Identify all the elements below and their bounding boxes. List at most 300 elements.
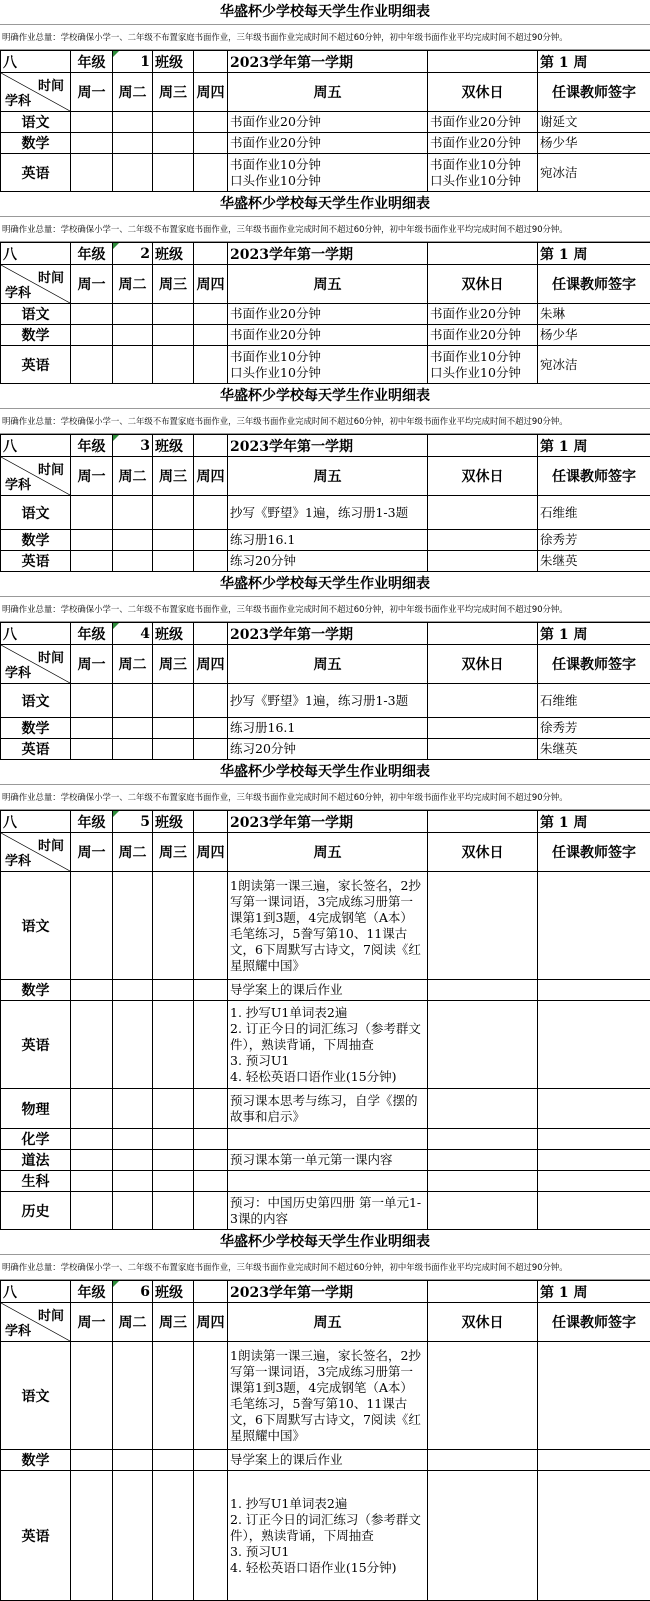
cell-day-thu[interactable] — [194, 1342, 228, 1450]
subject-row — [1, 718, 650, 739]
day-tue-header: 周二 — [113, 645, 153, 684]
cell-day-tue[interactable] — [113, 325, 153, 346]
cell-day-mon[interactable] — [71, 1471, 113, 1601]
weekend-homework[interactable] — [428, 530, 538, 551]
cell-day-wed[interactable] — [153, 718, 194, 739]
friday-homework[interactable]: 书面作业20分钟 — [228, 325, 428, 346]
header-row — [1, 265, 650, 304]
cell-day-mon[interactable] — [71, 496, 113, 530]
cell-day-wed[interactable] — [153, 872, 194, 980]
header-row — [1, 1303, 650, 1342]
subject-row — [1, 496, 650, 530]
friday-homework[interactable]: 书面作业10分钟 口头作业10分钟 — [228, 346, 428, 384]
weekend-homework[interactable]: 书面作业20分钟 — [428, 325, 538, 346]
grade-label: 年级 — [71, 623, 113, 645]
day-fri-header: 周五 — [228, 457, 428, 496]
cell-day-wed[interactable] — [153, 551, 194, 572]
friday-homework[interactable]: 导学案上的课后作业 — [228, 980, 428, 1001]
cell-day-wed[interactable] — [153, 325, 194, 346]
grade-value: 八 — [1, 623, 71, 645]
subject-row — [1, 325, 650, 346]
day-wed-header: 周三 — [153, 457, 194, 496]
cell-day-tue[interactable] — [113, 1450, 153, 1471]
cell-day-thu[interactable] — [194, 325, 228, 346]
cell-day-wed[interactable] — [153, 739, 194, 760]
day-tue-header: 周二 — [113, 833, 153, 872]
day-mon-header: 周一 — [71, 265, 113, 304]
cell-day-wed[interactable] — [153, 1342, 194, 1450]
sheet-title: 华盛杯少学校每天学生作业明细表 — [0, 760, 650, 785]
teacher-name[interactable]: 石维维 — [538, 496, 650, 530]
subject-name: 语文 — [1, 1342, 71, 1450]
blank-cell — [428, 811, 538, 833]
cell-day-wed[interactable] — [153, 154, 194, 192]
cell-day-mon[interactable] — [71, 304, 113, 325]
cell-day-thu[interactable] — [194, 739, 228, 760]
weekend-homework[interactable] — [428, 1192, 538, 1230]
subject-row — [1, 551, 650, 572]
cell-day-wed[interactable] — [153, 496, 194, 530]
weekend-homework[interactable]: 书面作业10分钟 口头作业10分钟 — [428, 154, 538, 192]
diagonal-header — [1, 1303, 71, 1342]
cell-day-thu[interactable] — [194, 1192, 228, 1230]
grade-value: 八 — [1, 1281, 71, 1303]
cell-day-mon[interactable] — [71, 980, 113, 1001]
teacher-name[interactable]: 谢延文 — [538, 112, 650, 133]
cell-day-tue[interactable] — [113, 872, 153, 980]
cell-day-thu[interactable] — [194, 872, 228, 980]
teacher-name[interactable] — [538, 980, 650, 1001]
cell-day-tue[interactable] — [113, 739, 153, 760]
cell-day-tue[interactable] — [113, 1342, 153, 1450]
cell-day-mon[interactable] — [71, 1171, 113, 1192]
subject-row — [1, 1001, 650, 1089]
subject-name: 语文 — [1, 304, 71, 325]
weekend-homework[interactable] — [428, 496, 538, 530]
cell-day-mon[interactable] — [71, 133, 113, 154]
subject-row — [1, 1471, 650, 1601]
cell-day-thu[interactable] — [194, 304, 228, 325]
header-row — [1, 833, 650, 872]
teacher-name[interactable]: 杨少华 — [538, 325, 650, 346]
subject-row — [1, 1192, 650, 1230]
day-mon-header: 周一 — [71, 833, 113, 872]
weekend-homework[interactable] — [428, 739, 538, 760]
teacher-name[interactable] — [538, 1471, 650, 1601]
friday-homework[interactable]: 1. 抄写U1单词表2遍 2. 订正今日的词汇练习（参考群文件），熟读背诵，下周抽查 3. 预习U1 4. 轻松英语口语作业(15分钟) — [228, 1471, 428, 1601]
friday-homework[interactable]: 练习册16.1 — [228, 718, 428, 739]
cell-day-thu[interactable] — [194, 684, 228, 718]
class-label: 班级 — [153, 623, 194, 645]
subject-name: 生科 — [1, 1171, 71, 1192]
day-fri-header: 周五 — [228, 645, 428, 684]
subject-name: 英语 — [1, 551, 71, 572]
cell-day-mon[interactable] — [71, 530, 113, 551]
friday-homework[interactable]: 练习20分钟 — [228, 739, 428, 760]
day-wed-header: 周三 — [153, 833, 194, 872]
subject-row — [1, 304, 650, 325]
class-label: 班级 — [153, 243, 194, 265]
cell-day-thu[interactable] — [194, 551, 228, 572]
day-mon-header: 周一 — [71, 73, 113, 112]
teacher-signature-header: 任课教师签字 — [538, 645, 650, 684]
sheet-title: 华盛杯少学校每天学生作业明细表 — [0, 192, 650, 217]
cell-day-thu[interactable] — [194, 112, 228, 133]
teacher-name[interactable]: 朱琳 — [538, 304, 650, 325]
cell-day-tue[interactable] — [113, 304, 153, 325]
day-fri-header: 周五 — [228, 1303, 428, 1342]
cell-day-thu[interactable] — [194, 980, 228, 1001]
friday-homework[interactable] — [228, 1171, 428, 1192]
blank-cell — [194, 811, 228, 833]
cell-day-thu[interactable] — [194, 496, 228, 530]
cell-day-mon[interactable] — [71, 1089, 113, 1129]
weekend-homework[interactable] — [428, 551, 538, 572]
cell-day-tue[interactable] — [113, 1150, 153, 1171]
weekend-homework[interactable] — [428, 684, 538, 718]
subject-name: 英语 — [1, 154, 71, 192]
homework-table — [0, 1280, 650, 1601]
cell-day-mon[interactable] — [71, 1150, 113, 1171]
weekend-homework[interactable] — [428, 872, 538, 980]
diag-subject-label: 学科 — [5, 474, 31, 493]
friday-homework[interactable] — [228, 1129, 428, 1150]
subject-row — [1, 1171, 650, 1192]
cell-day-wed[interactable] — [153, 1450, 194, 1471]
diag-time-label: 时间 — [38, 75, 64, 94]
day-weekend-header: 双休日 — [428, 645, 538, 684]
weekend-homework[interactable] — [428, 1471, 538, 1601]
cell-day-thu[interactable] — [194, 1001, 228, 1089]
cell-day-mon[interactable] — [71, 325, 113, 346]
friday-homework[interactable]: 1. 抄写U1单词表2遍 2. 订正今日的词汇练习（参考群文件），熟读背诵，下周抽查 3. 预习U1 4. 轻松英语口语作业(15分钟) — [228, 1001, 428, 1089]
cell-day-wed[interactable] — [153, 1089, 194, 1129]
weekend-homework[interactable] — [428, 718, 538, 739]
teacher-name[interactable]: 杨少华 — [538, 133, 650, 154]
teacher-name[interactable] — [538, 1001, 650, 1089]
diagonal-header — [1, 833, 71, 872]
diag-time-label: 时间 — [38, 267, 64, 286]
subject-row — [1, 112, 650, 133]
cell-day-mon[interactable] — [71, 739, 113, 760]
cell-day-mon[interactable] — [71, 1450, 113, 1471]
friday-homework[interactable]: 练习册16.1 — [228, 530, 428, 551]
friday-homework[interactable]: 抄写《野望》1遍，练习册1-3题 — [228, 684, 428, 718]
cell-day-tue[interactable] — [113, 1171, 153, 1192]
blank-cell — [428, 51, 538, 73]
subject-row — [1, 980, 650, 1001]
term-label: 2023学年第一学期 — [228, 623, 428, 645]
cell-day-mon[interactable] — [71, 112, 113, 133]
subject-name: 英语 — [1, 346, 71, 384]
cell-day-thu[interactable] — [194, 1129, 228, 1150]
subject-row — [1, 133, 650, 154]
homework-table — [0, 50, 650, 192]
info-row — [1, 51, 650, 73]
cell-day-tue[interactable] — [113, 980, 153, 1001]
weekend-homework[interactable] — [428, 1342, 538, 1450]
grade-label: 年级 — [71, 1281, 113, 1303]
week-label: 第 1 周 — [538, 1281, 650, 1303]
cell-day-wed[interactable] — [153, 530, 194, 551]
diag-subject-label: 学科 — [5, 1320, 31, 1339]
cell-day-wed[interactable] — [153, 1171, 194, 1192]
day-fri-header: 周五 — [228, 265, 428, 304]
subject-name: 数学 — [1, 718, 71, 739]
cell-day-thu[interactable] — [194, 1089, 228, 1129]
sheet-title: 华盛杯少学校每天学生作业明细表 — [0, 1230, 650, 1255]
day-thu-header: 周四 — [194, 833, 228, 872]
cell-day-wed[interactable] — [153, 1471, 194, 1601]
sheet-title: 华盛杯少学校每天学生作业明细表 — [0, 0, 650, 25]
cell-day-wed[interactable] — [153, 304, 194, 325]
cell-day-tue[interactable] — [113, 1089, 153, 1129]
cell-day-mon[interactable] — [71, 718, 113, 739]
class-number[interactable]: 6 — [113, 1281, 153, 1303]
term-label: 2023学年第一学期 — [228, 811, 428, 833]
teacher-name[interactable] — [538, 1150, 650, 1171]
cell-day-mon[interactable] — [71, 872, 113, 980]
cell-day-wed[interactable] — [153, 1129, 194, 1150]
subject-name: 数学 — [1, 325, 71, 346]
cell-day-tue[interactable] — [113, 154, 153, 192]
subject-row — [1, 1089, 650, 1129]
teacher-name[interactable]: 朱继英 — [538, 551, 650, 572]
day-mon-header: 周一 — [71, 457, 113, 496]
cell-day-wed[interactable] — [153, 684, 194, 718]
cell-day-tue[interactable] — [113, 1129, 153, 1150]
cell-day-thu[interactable] — [194, 1471, 228, 1601]
week-label: 第 1 周 — [538, 623, 650, 645]
cell-day-tue[interactable] — [113, 1001, 153, 1089]
class-label: 班级 — [153, 811, 194, 833]
friday-homework[interactable]: 书面作业10分钟 口头作业10分钟 — [228, 154, 428, 192]
diag-time-label: 时间 — [38, 647, 64, 666]
cell-day-mon[interactable] — [71, 1129, 113, 1150]
weekend-homework[interactable] — [428, 980, 538, 1001]
info-row — [1, 1281, 650, 1303]
cell-day-wed[interactable] — [153, 980, 194, 1001]
day-fri-header: 周五 — [228, 73, 428, 112]
subject-name: 英语 — [1, 1471, 71, 1601]
teacher-name[interactable] — [538, 1192, 650, 1230]
cell-day-tue[interactable] — [113, 346, 153, 384]
cell-day-thu[interactable] — [194, 718, 228, 739]
cell-day-tue[interactable] — [113, 133, 153, 154]
header-row — [1, 73, 650, 112]
day-mon-header: 周一 — [71, 1303, 113, 1342]
day-tue-header: 周二 — [113, 265, 153, 304]
weekend-homework[interactable]: 书面作业10分钟 口头作业10分钟 — [428, 346, 538, 384]
teacher-name[interactable]: 宛冰洁 — [538, 346, 650, 384]
cell-day-mon[interactable] — [71, 346, 113, 384]
teacher-name[interactable]: 宛冰洁 — [538, 154, 650, 192]
info-row — [1, 811, 650, 833]
class-number[interactable]: 4 — [113, 623, 153, 645]
friday-homework[interactable]: 书面作业20分钟 — [228, 112, 428, 133]
cell-day-wed[interactable] — [153, 112, 194, 133]
cell-day-mon[interactable] — [71, 551, 113, 572]
day-weekend-header: 双休日 — [428, 833, 538, 872]
cell-day-wed[interactable] — [153, 346, 194, 384]
day-wed-header: 周三 — [153, 645, 194, 684]
subject-row — [1, 1450, 650, 1471]
teacher-name[interactable] — [538, 1450, 650, 1471]
diagonal-header — [1, 457, 71, 496]
weekend-homework[interactable] — [428, 1450, 538, 1471]
day-mon-header: 周一 — [71, 645, 113, 684]
homework-table — [0, 622, 650, 760]
friday-homework[interactable]: 书面作业20分钟 — [228, 133, 428, 154]
weekend-homework[interactable]: 书面作业20分钟 — [428, 304, 538, 325]
blank-cell — [194, 623, 228, 645]
homework-table — [0, 434, 650, 572]
weekend-homework[interactable] — [428, 1171, 538, 1192]
day-thu-header: 周四 — [194, 73, 228, 112]
friday-homework[interactable]: 预习课本第一单元第一课内容 — [228, 1150, 428, 1171]
homework-table — [0, 810, 650, 1230]
workload-note: 明确作业总量：学校确保小学一、二年级不布置家庭书面作业，三年级书面作业完成时间不超过60分钟，初中年级书面作业平均完成时间不超过90分钟。 — [0, 217, 650, 242]
cell-day-thu[interactable] — [194, 154, 228, 192]
teacher-name[interactable] — [538, 1089, 650, 1129]
diagonal-header — [1, 73, 71, 112]
teacher-signature-header: 任课教师签字 — [538, 265, 650, 304]
diag-subject-label: 学科 — [5, 282, 31, 301]
workload-note: 明确作业总量：学校确保小学一、二年级不布置家庭书面作业，三年级书面作业完成时间不超过60分钟，初中年级书面作业平均完成时间不超过90分钟。 — [0, 25, 650, 50]
teacher-name[interactable]: 朱继英 — [538, 739, 650, 760]
subject-row — [1, 346, 650, 384]
blank-cell — [428, 243, 538, 265]
teacher-name[interactable] — [538, 1342, 650, 1450]
workload-note: 明确作业总量：学校确保小学一、二年级不布置家庭书面作业，三年级书面作业完成时间不超过60分钟，初中年级书面作业平均完成时间不超过90分钟。 — [0, 1255, 650, 1280]
info-row — [1, 243, 650, 265]
weekend-homework[interactable] — [428, 1001, 538, 1089]
friday-homework[interactable]: 导学案上的课后作业 — [228, 1450, 428, 1471]
teacher-signature-header: 任课教师签字 — [538, 457, 650, 496]
cell-day-mon[interactable] — [71, 1192, 113, 1230]
class-number[interactable]: 1 — [113, 51, 153, 73]
homework-table — [0, 242, 650, 384]
cell-day-wed[interactable] — [153, 1192, 194, 1230]
diag-subject-label: 学科 — [5, 662, 31, 681]
day-weekend-header: 双休日 — [428, 265, 538, 304]
grade-value: 八 — [1, 51, 71, 73]
weekend-homework[interactable]: 书面作业20分钟 — [428, 133, 538, 154]
day-wed-header: 周三 — [153, 73, 194, 112]
day-wed-header: 周三 — [153, 1303, 194, 1342]
friday-homework[interactable]: 书面作业20分钟 — [228, 304, 428, 325]
friday-homework[interactable]: 1朗读第一课三遍，家长签名，2抄写第一课词语，3完成练习册第一课第1到3题，4完成钢笔（A本）毛笔练习，5誊写第10、11课古文，6下周默写古诗文，7阅读《红星照耀中国》 — [228, 872, 428, 980]
term-label: 2023学年第一学期 — [228, 243, 428, 265]
teacher-name[interactable]: 石维维 — [538, 684, 650, 718]
class-number[interactable]: 3 — [113, 435, 153, 457]
blank-cell — [194, 243, 228, 265]
subject-row — [1, 872, 650, 980]
friday-homework[interactable]: 抄写《野望》1遍，练习册1-3题 — [228, 496, 428, 530]
cell-day-tue[interactable] — [113, 496, 153, 530]
teacher-name[interactable]: 徐秀芳 — [538, 530, 650, 551]
teacher-name[interactable] — [538, 1171, 650, 1192]
cell-day-tue[interactable] — [113, 551, 153, 572]
cell-day-tue[interactable] — [113, 112, 153, 133]
workload-note: 明确作业总量：学校确保小学一、二年级不布置家庭书面作业，三年级书面作业完成时间不超过60分钟，初中年级书面作业平均完成时间不超过90分钟。 — [0, 409, 650, 434]
friday-homework[interactable]: 预习课本思考与练习，自学《摆的故事和启示》 — [228, 1089, 428, 1129]
friday-homework[interactable]: 练习20分钟 — [228, 551, 428, 572]
class-label: 班级 — [153, 51, 194, 73]
cell-day-thu[interactable] — [194, 1150, 228, 1171]
cell-day-tue[interactable] — [113, 718, 153, 739]
cell-day-wed[interactable] — [153, 1150, 194, 1171]
blank-cell — [428, 623, 538, 645]
weekend-homework[interactable]: 书面作业20分钟 — [428, 112, 538, 133]
subject-row — [1, 1342, 650, 1450]
day-weekend-header: 双休日 — [428, 73, 538, 112]
cell-day-mon[interactable] — [71, 1001, 113, 1089]
class-label: 班级 — [153, 435, 194, 457]
subject-row — [1, 154, 650, 192]
cell-day-thu[interactable] — [194, 1171, 228, 1192]
cell-day-thu[interactable] — [194, 530, 228, 551]
teacher-name[interactable] — [538, 1129, 650, 1150]
day-thu-header: 周四 — [194, 645, 228, 684]
teacher-signature-header: 任课教师签字 — [538, 1303, 650, 1342]
subject-name: 语文 — [1, 112, 71, 133]
header-row — [1, 457, 650, 496]
friday-homework[interactable]: 1朗读第一课三遍，家长签名，2抄写第一课词语，3完成练习册第一课第1到3题，4完成钢笔（A本）毛笔练习，5誊写第10、11课古文，6下周默写古诗文，7阅读《红星照耀中国》 — [228, 1342, 428, 1450]
week-label: 第 1 周 — [538, 51, 650, 73]
cell-day-mon[interactable] — [71, 1342, 113, 1450]
subject-name: 数学 — [1, 530, 71, 551]
weekend-homework[interactable] — [428, 1150, 538, 1171]
subject-name: 英语 — [1, 739, 71, 760]
cell-day-tue[interactable] — [113, 1192, 153, 1230]
cell-day-thu[interactable] — [194, 133, 228, 154]
class-number[interactable]: 5 — [113, 811, 153, 833]
cell-day-tue[interactable] — [113, 1471, 153, 1601]
header-row — [1, 645, 650, 684]
day-thu-header: 周四 — [194, 457, 228, 496]
sheet-title: 华盛杯少学校每天学生作业明细表 — [0, 384, 650, 409]
grade-label: 年级 — [71, 51, 113, 73]
friday-homework[interactable]: 预习：中国历史第四册 第一单元1-3课的内容 — [228, 1192, 428, 1230]
cell-day-thu[interactable] — [194, 1450, 228, 1471]
cell-day-wed[interactable] — [153, 133, 194, 154]
cell-day-tue[interactable] — [113, 684, 153, 718]
diag-subject-label: 学科 — [5, 850, 31, 869]
cell-day-mon[interactable] — [71, 684, 113, 718]
teacher-name[interactable] — [538, 872, 650, 980]
grade-label: 年级 — [71, 435, 113, 457]
teacher-name[interactable]: 徐秀芳 — [538, 718, 650, 739]
cell-day-wed[interactable] — [153, 1001, 194, 1089]
day-wed-header: 周三 — [153, 265, 194, 304]
subject-row — [1, 1129, 650, 1150]
day-fri-header: 周五 — [228, 833, 428, 872]
week-label: 第 1 周 — [538, 243, 650, 265]
day-tue-header: 周二 — [113, 1303, 153, 1342]
cell-day-tue[interactable] — [113, 530, 153, 551]
diag-subject-label: 学科 — [5, 90, 31, 109]
weekend-homework[interactable] — [428, 1129, 538, 1150]
cell-day-mon[interactable] — [71, 154, 113, 192]
class-label: 班级 — [153, 1281, 194, 1303]
cell-day-thu[interactable] — [194, 346, 228, 384]
subject-row — [1, 739, 650, 760]
weekend-homework[interactable] — [428, 1089, 538, 1129]
sheet-title: 华盛杯少学校每天学生作业明细表 — [0, 572, 650, 597]
day-weekend-header: 双休日 — [428, 1303, 538, 1342]
class-number[interactable]: 2 — [113, 243, 153, 265]
